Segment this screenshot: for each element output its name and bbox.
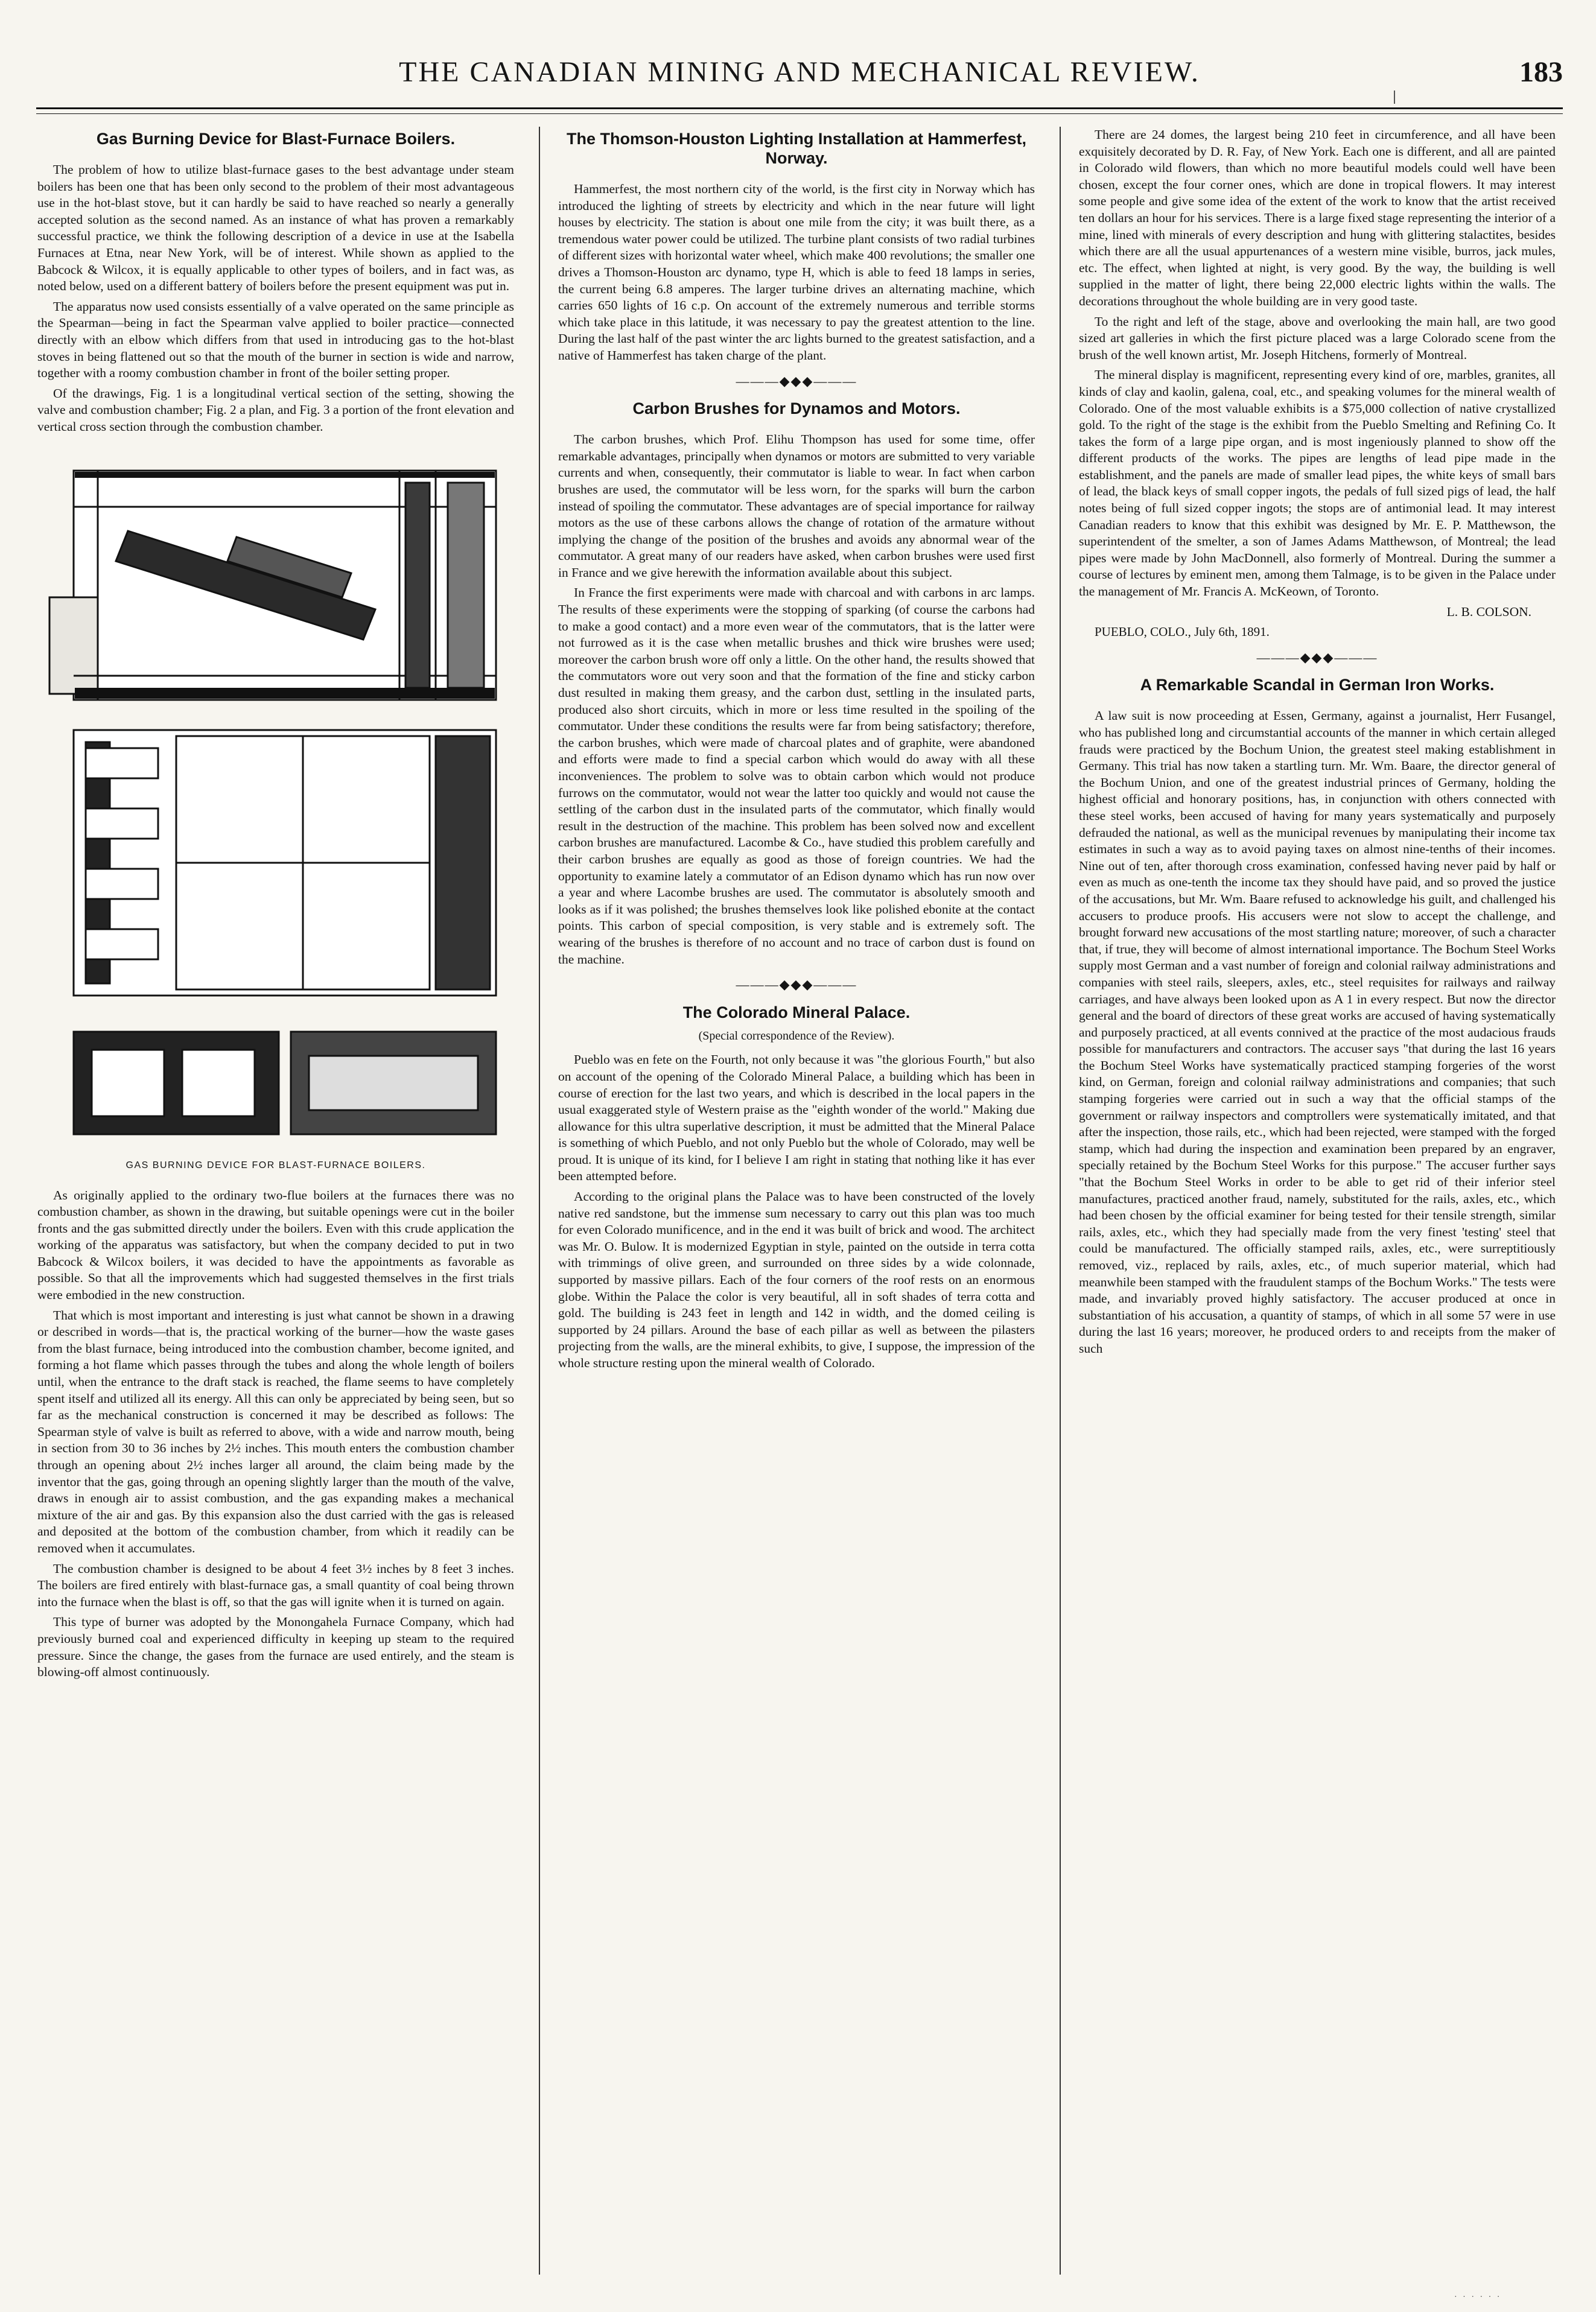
paragraph: A law suit is now proceeding at Essen, Germany, against a journalist, Herr Fusangel, who has published long and circumstantial accounts of the manner in which certain alleged frauds were practiced by the Bochum Union, the greatest steel making establishment in Germany. This trial has now taken a startling turn. Mr. Wm. Baare, the director general of the Bochum Union, and one of the greatest industrial princes of Germany, holding the highest official and honorary positions, has, in conjunction with others connected with these steel works, been accused of having for many years systematically and purposely defrauded the national, as well as the municipal revenues by manipulating their income tax estimates in such a way as to avoid paying taxes on almost nine-tenths of their incomes. Nine out of ten, after thorough cross examination, confessed having never paid by half or even as much as one-tenth the income tax they should have paid, and so proved the justice of the accusations, but Mr. Wm. Baare refused to acknowledge his guilt, and challenged his accusers to produce proofs. His accusers were not slow to accept the challenge, and brought forward new accusations of the most startling nature; moreover, of such a character that, if true, they will become of almost international importance. The Bochum Steel Works supply most German and a vast number of foreign and colonial railway administrations and companies with steel rails, sleepers, axles, etc., steel requisites for railways and railway carriages, and have always been looked upon as A 1 in every respect. But now the director general and the board of directors of these great works are accused of having systematically and purposely practiced, at all events connived at the practice of the most audacious frauds possible for manufacturers and contractors. The accuser says "that during the last 16 years the Bochum Steel Works have systematically practiced stamping forgeries of the worst kind, on German, foreign and colonial railway administrations and companies; that such stamping forgeries were carried out in such a way that the official stamps of the government or railway inspectors and comptrollers were systematically imitated, and that after the inspection, those rails, etc., which had been rejected, were stamped with the forged stamp, which had during the inspection and examination been prepared by an engraver, specially retained by the Bochum Steel Works for this purpose." The accuser further says "that the Bochum Steel Works in order to be able to get rid of their inferior steel manufactures, practiced another fraud, namely, substituted for the rails, axles, etc., which had been chosen by the official examiner for being tested for their tensile strength, similar rails, axles, etc., which they had specially made from the very finest 'testing' steel that could be manufactured. The officially stamped rails, axles, etc., were surreptitiously removed, viz., replaced by rails, axles, etc., of much superior material, which had meanwhile been stamped with the fraudulent stamps of the Bochum Works." The tests were made, and invariably proved highly satisfactory. The accuser produced at once in substantiation of his accusation, a quantity of stamps, of which in all some 57 were in use during the last 16 years; moreover, he produced orders to and receipts from the maker of such <box>1079 708 1556 1356</box>
paragraph: The problem of how to utilize blast-furnace gases to the best advantage under steam boilers has been one that has been only second to the problem of their most advantageous use in the hot-blast stove, but it can hardly be said to have reached so nearly a generally accepted solution as the second named. As an instance of what has proven a remarkably successful practice, we think the following description of a device in use at the Isabella Furnaces at Etna, near New York, will be of interest. While shown as applied to the Babcock & Wilcox, it is equally applicable to other types of boilers, and in fact was, as noted below, used on a different battery of boilers before the present equipment was put in. <box>37 162 514 294</box>
paragraph: The combustion chamber is designed to be about 4 feet 3½ inches by 8 feet 3 inches. The boilers are fired entirely with blast-furnace gas, a small quantity of coal being thrown into the furnace when the blast is off, so that the gas will ignite when it is turned on again. <box>37 1561 514 1609</box>
paragraph: In France the first experiments were made with charcoal and with carbons in arc lamps. The results of these experiments were the stopping of sparking (of course the carbons had to make a good contact) and a more even wear of the commutators, that is the latter were not furrowed as it is the case when metallic brushes and thick wire brushes were used; moreover the carbon brush wore off only a little. On the other hand, the results showed that the commutators wore out very soon and that the formation of the fine and sticky carbon dust resulted in making them greasy, and the carbon dust, settling in the insulated parts, produced also short circuits, which in more or less time resulted in the spoiling of the commutator. Under these conditions the results were far from being satisfactory; therefore, the carbon brushes, which were made of charcoal plates and of graphite, were abandoned and efforts were made to find a special carbon which would do away with all these inconveniences. The problem to solve was to obtain carbon which would not produce furrows on the commutator, would not wear the latter too quickly and would not cause the settling of the carbon dust in the insulated parts of the commutator, which finally would result in the destruction of the machine. This problem has been solved now and excellent carbon brushes are manufactured. Lacombe & Co., have studied this problem carefully and their carbon brushes are equally as good as those of foreign countries. We had the opportunity to examine lately a commutator of an Edison dynamo which has run now over a year and where Lacombe brushes are used. The commutator is absolutely smooth and looks as if it was polished; the brushes themselves look like polished ebonite at the contact points. This carbon of special composition, is very stable and is extremely soft. The wearing of the brushes is therefore of no account and no trace of carbon dust is found on the machine. <box>558 585 1035 967</box>
paragraph: As originally applied to the ordinary two-flue boilers at the furnaces there was no combustion chamber, as shown in the drawing, but suitable openings were cut in the boiler fronts and the gas submitted directly under the boilers. Even with this crude application the working of the apparatus was satisfactory, but when the company decided to put in two Babcock & Wilcox boilers, it was decided to have the appointments as favorable as possible. So that all the improvements which had suggested themselves in the first trials were embodied in the new construction. <box>37 1187 514 1303</box>
header-rule-thin <box>36 113 1563 114</box>
article-heading-thomson-houston: The Thomson-Houston Lighting Installation at Hammerfest, Norway. <box>566 130 1026 167</box>
figure-caption: GAS BURNING DEVICE FOR BLAST-FURNACE BOILERS. <box>126 1160 426 1170</box>
dateline: PUEBLO, COLO., July 6th, 1891. <box>1095 624 1270 640</box>
paragraph: The apparatus now used consists essentially of a valve operated on the same principle as the Spearman—being in fact the Spearman valve applied to boiler practice—connected directly with an elbow which differs from that used in introducing gas to the hot-blast stoves in being flattened out so that the mouth of the burner in section is wide and narrow, together with a roomy combustion chamber in front of the boiler setting proper. <box>37 299 514 381</box>
page-edge-mark: · · · · · · <box>1454 2293 1502 2302</box>
section-ornament: ———◆◆◆——— <box>1256 649 1378 665</box>
correspondence-note: (Special correspondence of the Review). <box>698 1029 895 1043</box>
article-heading-colorado-palace: The Colorado Mineral Palace. <box>682 1003 911 1021</box>
section-ornament: ———◆◆◆——— <box>736 373 857 389</box>
paragraph: The mineral display is magnificent, representing every kind of ore, marbles, granites, all kinds of clay and kaolin, galena, coal, etc., and speaking volumes for the mineral wealth of Colorado. One of the most valuable exhibits is a $75,000 collection of native crystallized gold. To the right of the stage is the exhibit from the Pueblo Smelting and Refining Co. It takes the form of a large pipe organ, and is most ingeniously planned to show off the different products of the works. The pipes are lengths of lead pipe made in the establishment, and the panels are made of smaller lead pipes, the white keys of small bars of lead, the black keys of small copper ingots, the pedals of full sized pigs of lead, the half notes being of full sized copper ingots; the stops are of antimonial lead. It may interest Canadian readers to know that this exhibit was designed by Mr. E. P. Matthewson, the superintendent of the smelter, a son of James Adams Matthewson, of Montreal; the lead pipes were made by John MacDonnell, also formerly of Montreal. During the summer a course of lectures by eminent men, among them Talmage, is to be given in the Palace under the management of Mr. Francis A. McKeown, of Toronto. <box>1079 367 1556 599</box>
paragraph: This type of burner was adopted by the Monongahela Furnace Company, which had previously burned coal and experienced difficulty in keeping up steam to the required pressure. Since the change, the gases from the furnace are used entirely, and the steam is blowing-off almost continuously. <box>37 1615 514 1680</box>
column-3 <box>1079 127 1556 2275</box>
column-2 <box>558 127 1035 2275</box>
boiler-drawing-illustration <box>37 446 514 1152</box>
paragraph: The carbon brushes, which Prof. Elihu Thompson has used for some time, offer remarkable advantages, principally when dynamos or motors are submitted to very variable currents and when, consequently, their commutator is liable to wear. In fact when carbon brushes are used, the commutator will be less worn, for the sparks will burn the carbon instead of spoiling the commutator. These advantages are of special importance for railway motors as the use of these carbons allows the change of rotation of the armature without implying the change of the position of the brushes and avoids any abnormal wear of the commutator. A great many of our readers have asked, when carbon brushes were used first in France and we give herewith the information available about this subject. <box>558 432 1035 580</box>
paragraph: Of the drawings, Fig. 1 is a longitudinal vertical section of the setting, showing the valve and combustion chamber; Fig. 2 a plan, and Fig. 3 a portion of the front elevation and vertical cross section through the combustion chamber. <box>37 386 514 434</box>
pencil-mark <box>1394 91 1395 104</box>
section-ornament: ———◆◆◆——— <box>736 977 857 992</box>
paragraph: Pueblo was en fete on the Fourth, not only because it was "the glorious Fourth," but also on account of the opening of the Colorado Mineral Palace, a building which has been in course of erection for the last two years, and which is described in the local papers in the usual exaggerated style of Western praise as the "eighth wonder of the world." Making due allowance for this ultra superlative description, it must be admitted that the Mineral Palace is something of which Pueblo, and not only Pueblo but the whole of Colorado, may well be proud. It is unique of its kind, for I believe I am right in stating that nothing like it has ever been attempted before. <box>558 1052 1035 1184</box>
masthead <box>36 56 1563 98</box>
article-heading-carbon-brushes: Carbon Brushes for Dynamos and Motors. <box>632 399 961 418</box>
author-signature: L. B. COLSON. <box>1446 604 1531 619</box>
paragraph: That which is most important and interesting is just what cannot be shown in a drawing or described in words—that is, the practical working of the burner—how the waste gases from the blast furnace, being introduced into the combustion chamber, become ignited, and forming a hot flame which passes through the tubes and along the whole length of boilers until, when the entrance to the draft stack is reached, the flame seems to have completely spent itself and utilized all its energy. All this can only be appreciated by being seen, but so far as the mechanical construction is concerned it may be described as follows: The Spearman style of valve is built as referred to above, with a wide and narrow mouth, being in section from 30 to 36 inches by 2½ inches. This mouth enters the combustion chamber through an opening about 2½ inches larger all around, the claim being made by the inventor that the gas, going through an opening slightly larger than the mouth of the valve, draws in enough air to assist combustion, and the gas expanding makes a mechanical mixture of the air and gas. By this expansion also the dust carried with the gas is released and deposited at the bottom of the combustion chamber, from which it readily can be removed when it accumulates. <box>37 1307 514 1555</box>
column-1 <box>37 127 514 2275</box>
paragraph: There are 24 domes, the largest being 210 feet in circumference, and all have been exquisitely decorated by D. R. Fay, of New York. Each one is different, and all are painted in Colorado wild flowers, than which no more beautiful models could well have been chosen, except the four corner ones, which are done in tropical flowers. It may interest some people and give some idea of the extent of the work to know that the artist received ten dollars an hour for his services. There is a large fixed stage representing the interior of a mine, lined with minerals of every description and hung with glittering stalactites, besides which there are all the usual appurtenances of a western mine visible, burros, jack mules, etc. The effect, when lighted at night, is very good. By the way, the building is well supplied in the matter of light, there being 22,000 electric lights within the walls. The decorations throughout the whole building are in very good taste. <box>1079 127 1556 308</box>
boiler-drawing-figure <box>37 446 514 1177</box>
page-number: 183 <box>1519 56 1563 88</box>
article-heading-gas-burning: Gas Burning Device for Blast-Furnace Boilers. <box>96 130 456 148</box>
paragraph: According to the original plans the Palace was to have been constructed of the lovely native red sandstone, but the immense sum necessary to carry out this plan was too much for even Colorado munificence, and in the end it was built of brick and wood. The architect was Mr. O. Bulow. It is modernized Egyptian in style, painted on the outside in terra cotta with trimmings of olive green, and surrounded on three sides by a wide colonnade, supported by massive pillars. Each of the four corners of the roof rests on an enormous globe. Within the Palace the color is very beautiful, all in soft shades of terra cotta and gold. The building is 243 feet in length and 142 in width, and the domed ceiling is supported by 24 pillars. Around the base of each pillar as well as between the pilasters projecting from the walls, are the mineral exhibits, to give, I suppose, the impression of the whole structure resting upon the mineral wealth of Colorado. <box>558 1189 1035 1370</box>
column-divider-2 <box>1060 127 1061 2275</box>
header-rule-thick <box>36 107 1563 109</box>
column-divider-1 <box>539 127 540 2275</box>
paragraph: To the right and left of the stage, above and overlooking the main hall, are two good sized art galleries in which the first picture placed was a large Colorado scene from the brush of the well known artist, Mr. Joseph Hitchens, formerly of Montreal. <box>1079 314 1556 362</box>
paragraph: Hammerfest, the most northern city of the world, is the first city in Norway which has introduced the lighting of streets by electricity and which in the near future will light houses by electricity. The station is about one mile from the city; it was built there, as a tremendous water power could be utilized. The turbine plant consists of two radial turbines of different sizes with horizontal water wheel, which make 400 revolutions; the smaller one drives a Thomson-Houston arc dynamo, type H, which is able to feed 18 lamps in series, the current being 6.8 amperes. The larger turbine drives an alternating machine, which carries 650 lights of 16 c.p. On account of the extremely numerous and terrible storms which take place in this latitude, it was necessary to pay the greatest attention to the line. During the last half of the past winter the arc lights burned to the greatest satisfaction, and a native of Hammerfest has taken charge of the plant. <box>558 182 1035 363</box>
journal-title: THE CANADIAN MINING AND MECHANICAL REVIEW. <box>399 56 1200 88</box>
article-heading-german-iron-works: A Remarkable Scandal in German Iron Works. <box>1140 676 1495 694</box>
